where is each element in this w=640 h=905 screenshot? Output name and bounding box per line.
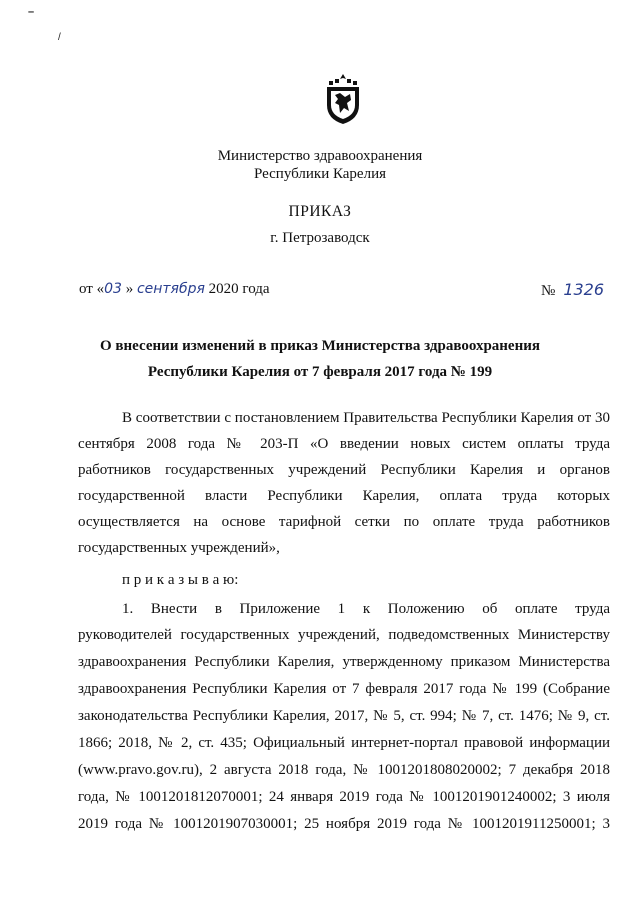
ministry-line-2: Республики Карелия (253, 166, 387, 182)
body-line: (www.pravo.gov.ru), 2 августа 2018 года, № 1001201808020002; 7 декабря 2018 (78, 762, 610, 778)
body-line: руководителей государственных учреждений, подведомственных Министерству (78, 627, 610, 643)
document-date (79, 281, 270, 298)
scan-mark-small: / (58, 32, 61, 43)
body-line: здравоохранения Республики Карелия, утвержденному приказом Министерства (78, 654, 610, 670)
body-line: государственной власти Республики Карелия, оплата труда которых (78, 488, 610, 504)
document-type: ПРИКАЗ (288, 203, 352, 220)
body-line: сентября 2008 года № 203-П «О введении новых систем оплаты труда (78, 436, 610, 452)
number-label: № (541, 283, 556, 299)
body-line: В соответствии с постановлением Правительства Республики Карелия от 30 (122, 410, 610, 426)
subject-line-1: О внесении изменений в приказ Министерства здравоохранения (99, 338, 540, 354)
body-line: государственных учреждений», (78, 540, 280, 556)
number-handwritten: 1326 (563, 280, 605, 299)
date-prefix: от « (79, 281, 105, 297)
date-day-handwritten: 03 (104, 281, 122, 297)
date-month-handwritten: сентября (136, 281, 205, 297)
body-line: года, № 1001201812070001; 24 января 2019 года № 1001201901240002; 3 июля (78, 789, 610, 805)
body-line: осуществляется на основе тарифной сетки по оплате труда работников (78, 514, 610, 530)
coat-of-arms-icon (323, 73, 363, 125)
document-subject (0, 333, 640, 385)
item-1-start: 1. Внести в Приложение 1 к Положению об оплате труда (122, 601, 610, 617)
subject-line-2: Республики Карелия от 7 февраля 2017 года № 199 (147, 364, 493, 380)
scan-mark: – (28, 6, 35, 18)
body-line: 2019 года № 1001201907030001; 25 ноября 2019 года № 1001201911250001; 3 (78, 816, 610, 832)
order-word: п р и к а з ы в а ю: (122, 572, 239, 588)
date-year: 2020 года (204, 281, 270, 297)
document-city: г. Петрозаводск (270, 230, 370, 246)
ministry-name (0, 147, 640, 183)
body-line: 1866; 2018, № 2, ст. 435; Официальный интернет-портал правовой информации (78, 735, 610, 751)
document-number (541, 280, 604, 300)
body-line: работников государственных учреждений Республики Карелия и органов (78, 462, 610, 478)
body-line: здравоохранения Республики Карелия от 7 февраля 2017 года № 199 (Собрание (78, 681, 610, 697)
ministry-line-1: Министерство здравоохранения (217, 148, 423, 164)
date-mid: » (121, 281, 137, 297)
body-line: законодательства Республики Карелия, 2017, № 5, ст. 994; № 7, ст. 1476; № 9, ст. (78, 708, 610, 724)
